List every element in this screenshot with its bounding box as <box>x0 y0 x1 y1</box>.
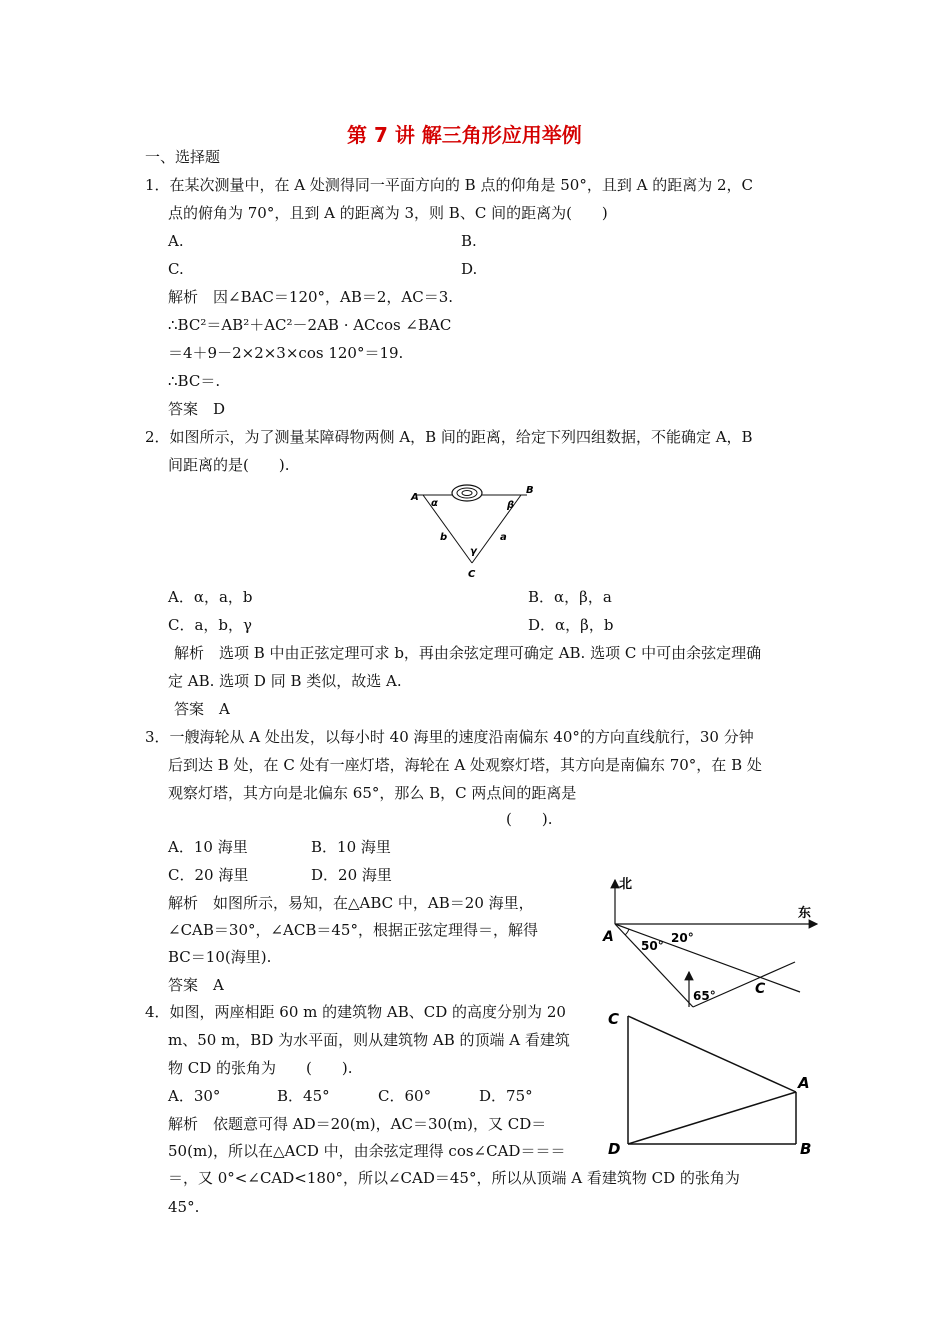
q2-label-gamma: γ <box>470 546 477 557</box>
q1-solution-3: ＝4＋9－2×2×3×cos 120°＝19. <box>168 344 404 362</box>
q3-option-a: A．10 海里 <box>168 838 248 856</box>
q2-figure <box>405 480 540 580</box>
q1-solution-1: 解析 因∠BAC＝120°，AB＝2，AC＝3. <box>168 288 454 306</box>
q3-line2: 后到达 B 处，在 C 处有一座灯塔，海轮在 A 处观察灯塔，其方向是南偏东 70°，在 B 处 <box>168 756 762 774</box>
q4-solution-1: 解析 依题意可得 AD＝20(m)，AC＝30(m)，又 CD＝ <box>168 1115 547 1133</box>
q3-line1: 3．一艘海轮从 A 处出发，以每小时 40 海里的速度沿南偏东 40°的方向直线航行，30 分钟 <box>145 728 754 746</box>
q4-label-d: D <box>608 1140 621 1158</box>
q4-label-b: B <box>800 1140 812 1158</box>
q2-option-b: B．α，β，a <box>528 588 612 606</box>
q1-solution-2: ∴BC²＝AB²＋AC²－2AB · ACcos ∠BAC <box>168 316 452 334</box>
q2-line2: 间距离的是( ). <box>168 456 290 474</box>
q2-label-side-a: a <box>500 532 507 543</box>
q3-option-c: C．20 海里 <box>168 866 249 884</box>
q4-line-ca <box>628 1016 796 1092</box>
q3-label-50deg: 50° <box>641 939 664 953</box>
q4-solution-4: 45°. <box>168 1198 200 1216</box>
q2-option-a: A．α，a，b <box>168 588 253 606</box>
q2-option-c: C．a，b，γ <box>168 616 252 634</box>
q3-line3: 观察灯塔，其方向是北偏东 65°，那么 B，C 两点间的距离是 <box>168 784 577 802</box>
q3-solution-3: BC＝10(海里). <box>168 948 272 966</box>
q2-label-side-b: b <box>440 532 448 543</box>
q1-line1: 1．在某次测量中，在 A 处测得同一平面方向的 B 点的仰角是 50°，且到 A 的距离为 2，C <box>145 176 753 194</box>
q4-line-da <box>628 1092 796 1144</box>
q1-solution-4: ∴BC＝. <box>168 372 221 390</box>
q2-option-d: D．α，β，b <box>528 616 614 634</box>
q3-label-65deg: 65° <box>693 989 716 1003</box>
q3-solution-1: 解析 如图所示，易知，在△ABC 中，AB＝20 海里， <box>168 894 534 912</box>
q3-label-20deg: 20° <box>671 931 694 945</box>
q2-line1: 2．如图所示，为了测量某障碍物两侧 A，B 间的距离，给定下列四组数据，不能确定 A，B <box>145 428 753 446</box>
q2-label-a-point: A <box>411 492 419 503</box>
q3-label-east: 东 <box>798 906 812 921</box>
q2-label-beta: β <box>507 500 515 511</box>
q4-option-d: D．75° <box>479 1087 533 1105</box>
q1-option-d: D. <box>461 260 478 278</box>
q4-option-b: B．45° <box>277 1087 330 1105</box>
q3-label-a-point: A <box>603 929 614 945</box>
q4-line2: m、50 m，BD 为水平面，则从建筑物 AB 的顶端 A 看建筑 <box>168 1031 570 1049</box>
q4-option-a: A．30° <box>168 1087 221 1105</box>
section-heading: 一、选择题 <box>145 148 221 166</box>
q4-line1: 4．如图，两座相距 60 m 的建筑物 AB、CD 的高度分别为 20 <box>145 1003 566 1021</box>
q1-option-c: C. <box>168 260 184 278</box>
q1-line2: 点的俯角为 70°，且到 A 的距离为 3，则 B、C 间的距离为( ) <box>168 204 608 222</box>
q3-option-b: B．10 海里 <box>311 838 391 856</box>
q1-option-a: A. <box>168 232 184 250</box>
q2-label-alpha: α <box>431 498 438 509</box>
q4-option-c: C．60° <box>378 1087 432 1105</box>
q1-option-b: B. <box>461 232 477 250</box>
q3-option-d: D．20 海里 <box>311 866 392 884</box>
q3-paren: ( ). <box>506 810 553 828</box>
page-title: 第 7 讲 解三角形应用举例 <box>347 123 582 147</box>
q3-answer: 答案 A <box>168 976 224 994</box>
q2-label-b-point: B <box>526 485 534 496</box>
q2-answer: 答案 A <box>174 700 230 718</box>
q4-solution-3: ＝，又 0°<∠CAD<180°，所以∠CAD＝45°，所以从顶端 A 看建筑物 CD 的张角为 <box>168 1169 740 1187</box>
q4-label-c: C <box>608 1010 620 1028</box>
q2-solution-2: 定 AB. 选项 D 同 B 类似，故选 A. <box>168 672 402 690</box>
q1-answer: 答案 D <box>168 400 226 418</box>
q3-figure <box>595 872 825 1012</box>
q3-label-north: 北 <box>619 877 633 892</box>
q4-figure <box>600 1004 825 1164</box>
q2-obstacle-icon <box>452 485 482 501</box>
q2-label-c-point: C <box>468 569 476 580</box>
q2-solution-1: 解析 选项 B 中由正弦定理可求 b，再由余弦定理可确定 AB. 选项 C 中可由余弦定理确 <box>174 644 762 662</box>
q4-solution-2: 50(m)，所以在△ACD 中，由余弦定理得 cos∠CAD＝＝＝ <box>168 1142 566 1160</box>
q3-angle-arc-a <box>625 929 629 935</box>
q4-line3: 物 CD 的张角为 ( ). <box>168 1059 353 1077</box>
q4-label-a: A <box>798 1074 810 1092</box>
q3-solution-2: ∠CAB＝30°，∠ACB＝45°，根据正弦定理得＝，解得 <box>168 921 538 939</box>
q3-label-c-point: C <box>755 981 766 997</box>
q3-line-ac <box>615 924 800 992</box>
